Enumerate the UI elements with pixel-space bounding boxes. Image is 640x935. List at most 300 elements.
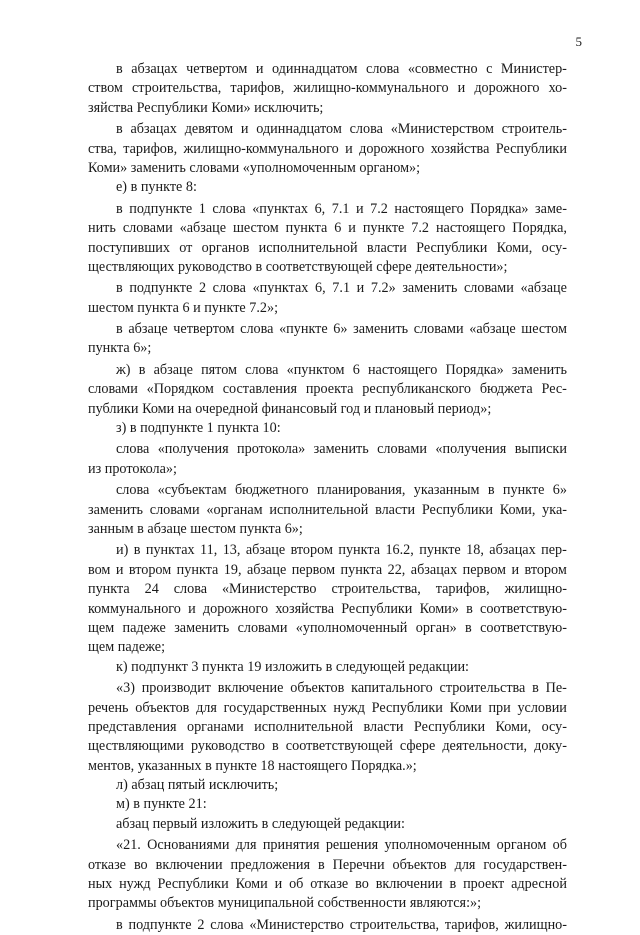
text-line [88, 520, 567, 539]
word: 19, [223, 561, 242, 578]
word: хозяйства [430, 140, 490, 157]
text-line [88, 737, 567, 756]
word: редакции: [344, 815, 405, 832]
word: зяйства [88, 99, 137, 116]
text-line [88, 79, 567, 98]
word: Коми» [211, 99, 255, 116]
text-line [88, 380, 567, 399]
word: исполнительной [269, 501, 369, 518]
word: пер- [541, 542, 567, 559]
word: включение [217, 680, 284, 697]
word: адресной [511, 876, 567, 893]
word: слова [366, 61, 400, 77]
word: финансовый [261, 400, 341, 417]
word: ществляющих [88, 258, 178, 275]
word: словами [122, 220, 173, 237]
word: пункте [140, 179, 186, 196]
word: уполномоченным [384, 837, 491, 854]
word: 6 [352, 361, 360, 378]
word: слова [349, 121, 383, 138]
word: падеже [122, 619, 166, 636]
word: абзацах [131, 61, 178, 77]
text-line [88, 299, 567, 318]
word: на [177, 400, 196, 417]
word: в [138, 361, 146, 378]
word: подпункт [131, 658, 192, 675]
word: исключить; [208, 777, 279, 794]
word: строительства, [331, 581, 421, 598]
word: отказе [88, 856, 126, 873]
word: руководство [190, 738, 265, 755]
word: в [325, 658, 336, 675]
word: и [255, 61, 264, 77]
word: Министер- [500, 61, 567, 77]
word: изложить [200, 815, 262, 832]
word: органов [201, 239, 250, 256]
word: производит [141, 680, 211, 697]
word: словами [237, 619, 288, 636]
text-line [88, 776, 567, 795]
word: проекта [305, 381, 354, 398]
word: и [193, 299, 205, 316]
word: тарифов, [444, 916, 499, 933]
word: слова [116, 482, 150, 499]
word: речень [88, 699, 129, 716]
word: слова [240, 321, 274, 338]
word: 21: [188, 796, 207, 813]
word: власти [363, 718, 404, 735]
word: 1 [198, 200, 206, 217]
word: «совместно [407, 61, 478, 77]
word: шестом [88, 299, 138, 316]
text-line [88, 638, 567, 657]
text-line [88, 400, 567, 419]
word: пятый [167, 777, 209, 794]
word: четвертом [186, 61, 248, 77]
word: соответствую- [480, 619, 567, 636]
word: государственных [223, 699, 327, 716]
word: публики [88, 400, 143, 417]
word: из [88, 460, 105, 477]
word: во [133, 856, 148, 873]
word: изложить [264, 658, 326, 675]
word: дорожного [202, 600, 269, 617]
word: проект [463, 876, 505, 893]
word: Коми, [495, 718, 532, 735]
word: 8: [185, 179, 197, 196]
word: строительства, [349, 916, 440, 933]
word: абзац [116, 815, 153, 832]
word: орган» [415, 619, 457, 636]
word: подпункте [140, 420, 207, 437]
word: заменить [353, 321, 409, 338]
word: 19 [247, 658, 265, 675]
word: в [116, 916, 123, 933]
word: занным [88, 520, 138, 537]
word: от [179, 239, 193, 256]
word: 2 [198, 280, 207, 297]
document-body [88, 60, 567, 935]
word: в [116, 280, 123, 297]
word: тарифов, [230, 80, 285, 97]
text-line [88, 440, 567, 459]
word: ука- [542, 501, 567, 518]
word: Республики [371, 699, 443, 716]
word: капитального [351, 680, 433, 697]
word: щем [88, 619, 115, 636]
word: указанных [137, 757, 206, 774]
word: «получения [157, 441, 229, 458]
word: втором [524, 561, 567, 578]
word: бюджета [479, 381, 533, 398]
word: деятельности»; [415, 258, 508, 275]
word: условии [517, 699, 567, 716]
word: тарифов, [123, 140, 178, 157]
word: пункта [340, 561, 383, 578]
word: абзаце [153, 361, 193, 378]
word: включении [155, 856, 223, 873]
word: соответствующей [265, 258, 377, 275]
word: бюджетного [234, 482, 309, 499]
word: пунктах [145, 542, 195, 559]
word: подпункте [129, 200, 193, 217]
word: пункте [419, 542, 461, 559]
word: словами [88, 381, 138, 398]
word: пункта [217, 420, 263, 437]
word: девятом [184, 121, 234, 138]
word: заменить [88, 501, 144, 518]
text-line [88, 99, 567, 118]
word: шестом [521, 321, 567, 338]
word: составления [222, 381, 298, 398]
word: Пе- [545, 680, 567, 697]
word: очередной [195, 400, 262, 417]
word: шестом [190, 520, 240, 537]
text-line [88, 481, 567, 500]
word: вом [88, 561, 111, 578]
word: ных [88, 876, 113, 893]
word: настоящего [394, 200, 464, 217]
word: тарифов, [435, 581, 490, 598]
word: Порядка.»; [351, 757, 417, 774]
text-line [88, 60, 567, 79]
word: власти [375, 501, 416, 518]
word: предложения [230, 856, 311, 873]
word: республиканского [362, 381, 472, 398]
text-line [88, 619, 567, 638]
word: абзаце [246, 561, 287, 578]
word: подпункте [128, 916, 192, 933]
word: Коми» [88, 159, 131, 176]
word: 6, [315, 280, 326, 297]
word: абзацах [130, 121, 177, 138]
word: государствен- [483, 856, 567, 873]
word: жилищно- [504, 581, 567, 598]
word: исполнительной [254, 718, 354, 735]
text-line [88, 460, 567, 479]
word: Республики [413, 718, 486, 735]
word: коммунального [88, 600, 181, 617]
word: для [454, 856, 476, 873]
word: Республики [157, 876, 229, 893]
word: словами [377, 441, 427, 458]
word: в [133, 542, 141, 559]
word: и [274, 876, 283, 893]
word: при [488, 699, 511, 716]
text-line [88, 501, 567, 520]
word: соответствую- [480, 600, 567, 617]
word: нужд [119, 876, 151, 893]
word: м) [116, 796, 134, 813]
word: з) [116, 420, 130, 437]
word: падеже; [117, 639, 166, 656]
word: органом»; [359, 159, 421, 176]
word: втором [290, 542, 333, 559]
word: Республики [136, 99, 212, 116]
word: слова [210, 916, 244, 933]
word: настоящего [367, 361, 438, 378]
word: доку- [534, 738, 567, 755]
text-line [88, 699, 567, 718]
word: Основаниями [147, 837, 230, 854]
text-line [88, 159, 567, 178]
word: «абзаце [179, 220, 227, 237]
text-line [88, 815, 567, 834]
word: ментов, [88, 757, 138, 774]
word: «21. [116, 837, 141, 854]
word: следующей [271, 815, 345, 832]
word: и [240, 121, 249, 138]
word: 13, [222, 542, 241, 559]
word: Коми» [419, 600, 459, 617]
text-line [88, 894, 567, 913]
word: словами [189, 159, 243, 176]
word: «абзаце [520, 280, 567, 297]
word: жилищно-коммунального [183, 140, 339, 157]
word: словами [149, 501, 200, 518]
word: первом [291, 561, 336, 578]
word: для [235, 837, 257, 854]
text-line [88, 856, 567, 875]
text-line [88, 178, 567, 197]
word: заменить [402, 280, 458, 297]
word: 6 [334, 220, 342, 237]
word: втором [128, 561, 172, 578]
word: заменить [511, 361, 567, 378]
word: настоящего [435, 220, 506, 237]
word: протокола»; [104, 460, 177, 477]
word: «3) [116, 680, 135, 697]
word: дорожного [359, 140, 425, 157]
text-line [88, 279, 567, 298]
word: для [196, 699, 217, 716]
word: исключить; [254, 99, 324, 116]
word: 18, [466, 542, 484, 559]
word: пункта [202, 658, 248, 675]
word: шестом [232, 220, 279, 237]
word: исполнительной [258, 239, 358, 256]
word: поступивших [88, 239, 170, 256]
word: «пунктом [286, 361, 345, 378]
word: 3 [191, 658, 203, 675]
word: в [272, 738, 279, 755]
word: хо- [548, 80, 567, 97]
word: абзаце [245, 542, 286, 559]
word: первом [462, 561, 507, 578]
word: пятом [201, 361, 237, 378]
word: слова [116, 441, 150, 458]
text-line [88, 320, 567, 339]
word: Коми [235, 876, 268, 893]
word: пункте [502, 482, 545, 499]
text-line [88, 258, 567, 277]
word: заменить [313, 441, 369, 458]
word: «пунктах [252, 200, 309, 217]
word: 6»; [133, 340, 152, 357]
word: органами [186, 718, 244, 735]
word: 1 [206, 420, 218, 437]
text-line [88, 219, 567, 238]
word: абзаце [147, 520, 191, 537]
text-line [88, 679, 567, 698]
word: пункте [143, 796, 189, 813]
word: осу- [541, 718, 567, 735]
word: 18 [260, 757, 279, 774]
text-line [88, 580, 567, 599]
word: об [289, 876, 304, 893]
word: объектов [160, 895, 218, 912]
word: в [466, 600, 473, 617]
word: ж) [116, 361, 131, 378]
word: слова [245, 361, 279, 378]
word: 7.1 [332, 280, 351, 297]
text-line [88, 361, 567, 380]
word: пункта [239, 520, 285, 537]
word: отказе [310, 876, 349, 893]
word: органом [496, 837, 547, 854]
word: пункте [204, 299, 250, 316]
word: плановый [374, 400, 438, 417]
word: в [449, 876, 457, 893]
word: сфере [376, 258, 416, 275]
word: руководство [177, 258, 256, 275]
word: «пункте [279, 321, 328, 338]
word: и [115, 561, 124, 578]
word: протокола» [237, 441, 306, 458]
text-line [88, 239, 567, 258]
word: решения [325, 837, 379, 854]
text-line [88, 795, 567, 814]
word: в [137, 520, 148, 537]
word: в [116, 121, 123, 138]
word: нить [88, 220, 116, 237]
word: 24 [144, 581, 159, 598]
word: «субъектам [157, 482, 227, 499]
text-line [88, 658, 567, 677]
word: одиннадцатом [256, 121, 342, 138]
word: «Порядком [146, 381, 214, 398]
word: деятельности, [442, 738, 528, 755]
word: являются:»; [409, 895, 482, 912]
word: включении [375, 876, 443, 893]
word: 10: [262, 420, 281, 437]
word: объектов [290, 680, 345, 697]
word: и [356, 200, 364, 217]
word: 16.2, [385, 542, 414, 559]
word: словами [464, 280, 514, 297]
word: выписки [514, 441, 567, 458]
word: Республики [495, 140, 567, 157]
word: заменить [130, 159, 190, 176]
word: в [116, 61, 123, 77]
word: в [255, 258, 266, 275]
text-line [88, 916, 567, 935]
word: принятия [262, 837, 320, 854]
text-line [88, 600, 567, 619]
word: строительства [439, 680, 526, 697]
word: и) [116, 542, 129, 559]
word: в [130, 179, 141, 196]
word: подпункте [129, 280, 193, 297]
word: «органам [206, 501, 263, 518]
word: пункте [215, 757, 261, 774]
word: пункте [362, 220, 405, 237]
word: пункта [176, 561, 219, 578]
word: осу- [541, 239, 567, 256]
word: и [348, 220, 356, 237]
word: л) [116, 777, 132, 794]
word: жилищно-коммунального [293, 80, 449, 97]
word: строитель- [501, 121, 567, 138]
word: и [457, 80, 466, 97]
text-line [88, 718, 567, 737]
word: Республики [421, 501, 493, 518]
word: 6 [182, 299, 194, 316]
word: пункта [285, 220, 328, 237]
word: муниципальной [217, 895, 318, 912]
word: «уполномоченным [242, 159, 360, 176]
word: словами [413, 321, 464, 338]
word: период»; [437, 400, 492, 417]
word: Коми [449, 699, 482, 716]
word: и [345, 140, 353, 157]
word: абзаце [128, 321, 168, 338]
word: Порядка, [512, 220, 567, 237]
word: 7.2» [370, 280, 396, 297]
word: 6» [333, 321, 348, 338]
word: Коми, [496, 239, 533, 256]
word: слова [212, 200, 246, 217]
word: планирования, [317, 482, 406, 499]
word: объектов [135, 699, 190, 716]
word: программы [88, 895, 161, 912]
word: слова [173, 581, 207, 598]
word: «Министерство [221, 581, 317, 598]
word: 22, [387, 561, 406, 578]
word: четвертом [173, 321, 235, 338]
word: Рес- [541, 381, 567, 398]
word: 11, [200, 542, 218, 559]
word: пункта [338, 542, 381, 559]
word: указанным [413, 482, 480, 499]
word: Коми [142, 400, 178, 417]
word: дорожного [474, 80, 540, 97]
word: соответствующей [285, 738, 393, 755]
word: в [129, 420, 141, 437]
word: в [532, 680, 539, 697]
word: в [133, 796, 144, 813]
word: ством [88, 80, 123, 97]
